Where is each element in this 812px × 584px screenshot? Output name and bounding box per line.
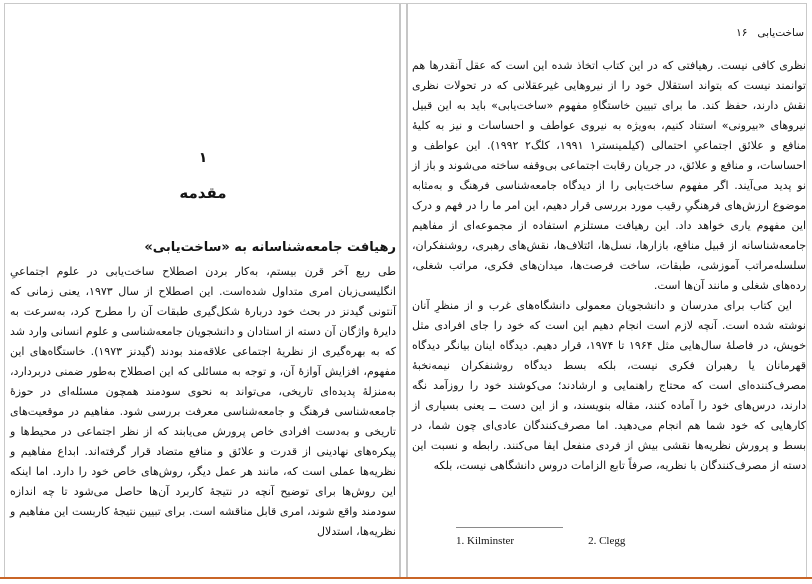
chapter-number: ۱ — [198, 150, 208, 166]
running-head — [736, 27, 804, 39]
section-heading: رهیافت جامعه‌شناسانه به «ساخت‌یابی» — [144, 240, 396, 255]
footnote-area — [456, 527, 796, 547]
footnote-row — [456, 535, 796, 547]
page-right — [412, 0, 806, 577]
chapter-title: مقدمه — [179, 184, 227, 202]
left-page-body-paragraph: طی ربع آخر قرن بیستم، به‌کار بردن اصطلاح ساخت‌یابی در علوم اجتماعیِ انگلیسی‌زبان امری متداول شده‌است. این اصطلاح از سال ۱۹۷۳، یعنی زمانی که آنتونی گیدنز در بحث خود دربارهٔ شکل‌گیری طبقات آن را مطرح کرد، به‌سرعت به دایرهٔ واژگان آن دسته از استادان و دانشجویان جامعه‌شناسی و علوم انسانی وارد شد که به بهره‌گیری از نظریهٔ اجتماعی علاقه‌مند بودند (گیدنز ۱۹۷۳). خاستگاه‌های این مفهوم، افزایش آوازهٔ آن، و توجه به مسائلی که این اصطلاح به‌طور ضمنی دربردارد، به‌منزلهٔ پدیده‌ای تاریخی، می‌تواند به نحوی سودمند همچون مسئله‌ای در حوزهٔ جامعه‌شناسی فرهنگ و جامعه‌شناسی معرفت بررسی شود. مفاهیم در موقعیت‌های تاریخی و به‌دست افرادی خاص پرورش می‌یابند که از نظر اجتماعی در محیط‌ها و پیکره‌های نهادینی از قدرت و علائق و منافع متضاد قرار گرفته‌اند. ابداع مفاهیم و نظریه‌ها عملی است که، مانند هر عمل دیگر، روش‌های خاص خود را دارد. اما اینکه این روش‌ها برای توضیح آنچه در نتیجهٔ کاربرد آن‌ها حاصل می‌شود تا چه اندازه سودمند واقع شوند، امری قابل مناقشه است. برای تبیین نتیجهٔ کاربست این مفاهیم و نظریه‌ها، استدلال — [10, 265, 396, 538]
right-page-paragraph-1: نظری کافی نیست. رهیافتی که در این کتاب اتخاذ شده این است که عقل آنقدرها هم توانمند نیست که بتواند استقلال خود را از نیروهایی غیرعقلانی که در تحولات نظری نقش دارند، حفظ کند. ما برای تبیین خاستگاهِ مفهوم «ساخت‌یابی» باید به این قبیل نیروهای «بیرونی» استناد کنیم، به‌ویژه به نیروی عواطف و احساسات و نیز به کلیهٔ منافع و علائق اجتماعیِ احتمالی (کیلمینستر۱ ۱۹۹۱، کلگ۲ ۱۹۹۲). این عواطف و احساسات، و منافع و علائق، در جریان رقابت اجتماعی بی‌وقفه ساخته می‌شوند و باز از نو پدید می‌آیند. اگر مفهوم ساخت‌یابی را از دیدگاه جامعه‌شناسی فرهنگ و به‌مثابه موضوع ارزش‌های فرهنگیِ رقیب مورد بررسی قرار دهیم، این امر ما را در فهم و درک این مفهوم یاری خواهد داد. این رهیافت مستلزم استفاده از مجموعه‌ای از مفاهیم جامعه‌شناسانه از قبیل منافع، بازارها، نسل‌ها، ائتلاف‌ها، نقش‌های رهبری، روشنفکران، سلسله‌مراتب آموزشی، طبقات، ساخت فرصت‌ها، میدان‌های فکری، مراتب شغلی، رده‌های شغلی و مانند آن‌ها است. — [412, 59, 807, 292]
footnote-separator-rule — [456, 527, 563, 528]
right-page-paragraph-2: این کتاب برای مدرسان و دانشجویان معمولی دانشگاه‌های غرب و از منظرِ آنان نوشته شده است. آنچه لازم است انجام دهیم این است که خود را جای افرادی مثل خویش، در فاصلهٔ سال‌هایی مثل ۱۹۶۴ تا ۱۹۷۴، قرار دهیم. دیدگاه اینان بیانگر دیدگاه قهرمانان یا رهبران فکری نیست، بلکه بسط دیدگاه روشنفکران نیمه‌نخبهٔ مصرف‌کننده‌ای است که محتاج راهنمایی و ارشادند؛ می‌کوشند خود را روزآمد نگه دارند، درس‌های خود را آماده کنند، مقاله بنویسند، و از این دست ــ یعنی بسیاری از کارهایی که خود شما هم انجام می‌دهید. اما مصرف‌کنندگان عادی‌ای چون شما، در بسط و پرورش نظریه‌ها نقشی بیش از فردی منفعل ایفا می‌کنند. رابطه و نسبت این دسته از مصرف‌کنندگان با نظریه، صرفاً تابع الزامات دروس دانشگاهی نیست، بلکه — [412, 299, 806, 472]
footnote-1: 1. Kilminster — [456, 535, 515, 547]
bottom-accent-line — [0, 577, 812, 579]
footnote-2: 2. Clegg — [588, 535, 626, 547]
page-number: ۱۶ — [736, 27, 748, 39]
running-title: ساخت‌یابی — [757, 27, 804, 39]
page-gutter-divider — [399, 4, 408, 577]
page-left — [10, 0, 396, 577]
right-page-body — [412, 56, 806, 476]
